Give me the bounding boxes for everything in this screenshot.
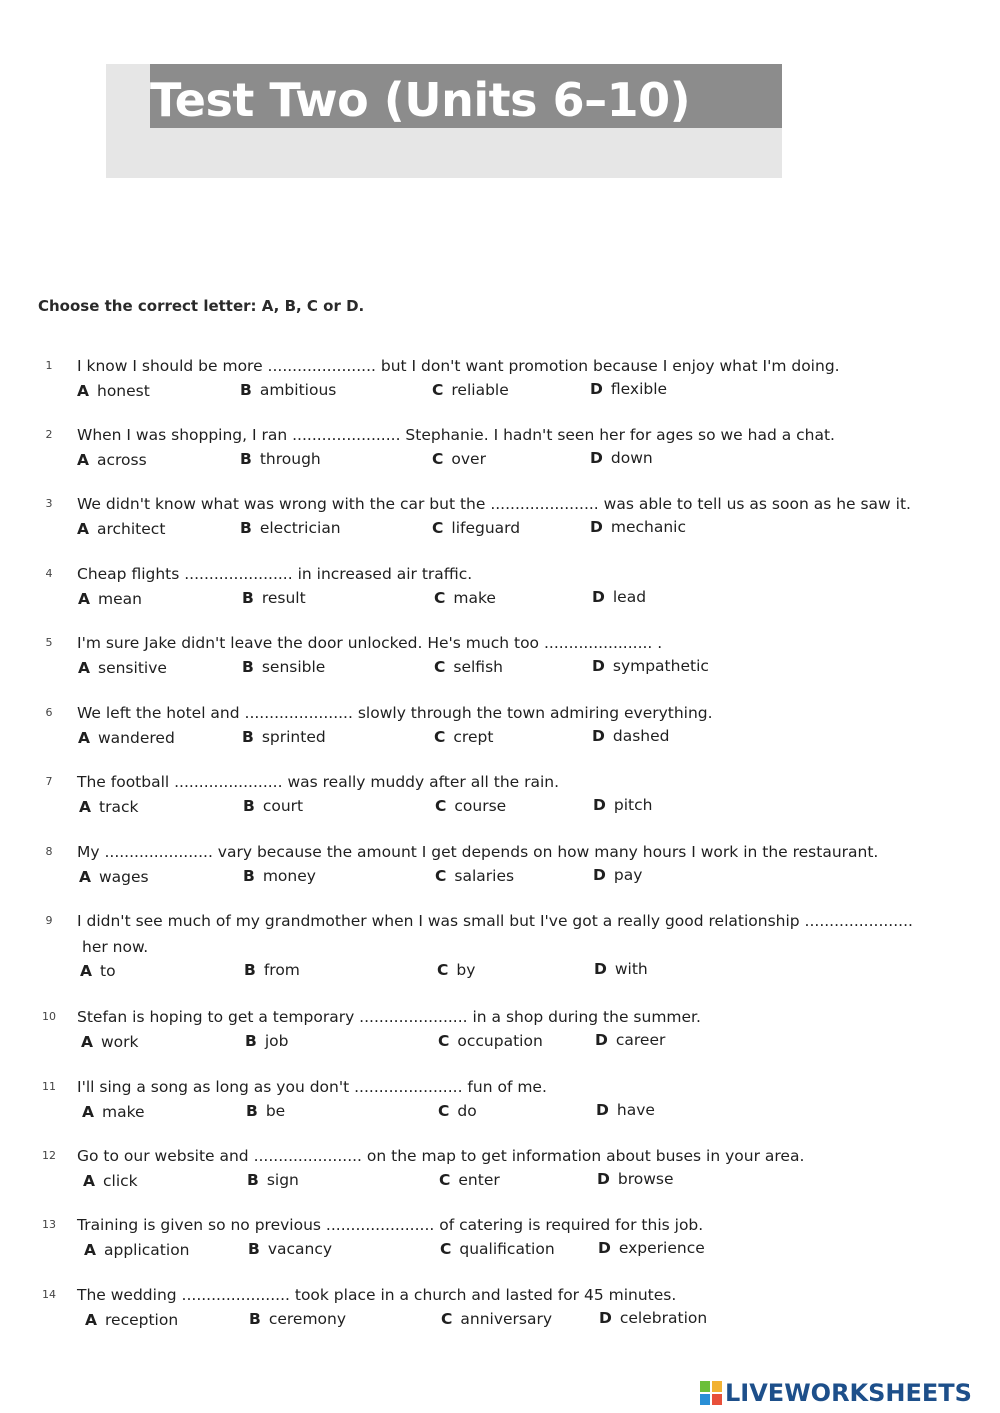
option-letter: B: [249, 1310, 261, 1329]
option-b: [249, 1308, 346, 1331]
option-text: salaries: [454, 866, 515, 885]
option-text: occupation: [457, 1031, 543, 1050]
option-letter: C: [439, 1170, 451, 1189]
option-text: selfish: [453, 657, 503, 676]
option-letter: A: [77, 520, 89, 538]
option-text: course: [454, 796, 507, 815]
option-b: [242, 587, 306, 610]
option-letter: A: [79, 798, 91, 816]
option-text: sensitive: [98, 659, 167, 677]
option-text: through: [259, 450, 321, 469]
question-number: 2: [45, 428, 53, 441]
option-c: [438, 1100, 477, 1123]
question-stem: The wedding ...................... took place in a church and lasted for 45 minutes.: [77, 1286, 677, 1304]
option-b: [247, 1169, 299, 1192]
option-b: [248, 1238, 332, 1261]
question-number: 10: [42, 1010, 56, 1023]
option-a: [77, 380, 150, 403]
option-text: to: [100, 962, 116, 980]
option-text: flexible: [610, 380, 668, 399]
option-c: [439, 1169, 500, 1192]
question-number: 1: [45, 359, 53, 372]
question-number: 3: [45, 497, 53, 510]
option-letter: C: [434, 588, 446, 607]
option-text: sensible: [261, 658, 326, 677]
option-text: electrician: [259, 519, 341, 538]
option-letter: D: [595, 1031, 608, 1050]
option-letter: A: [82, 1103, 94, 1121]
option-letter: C: [434, 727, 446, 746]
option-a: [79, 796, 138, 819]
question-number: 12: [42, 1149, 56, 1162]
option-d: [592, 655, 709, 678]
option-letter: C: [434, 657, 446, 676]
option-c: [434, 656, 503, 679]
option-text: reception: [105, 1311, 179, 1329]
option-text: be: [265, 1102, 286, 1121]
option-letter: B: [247, 1171, 259, 1190]
option-letter: B: [245, 1032, 257, 1051]
option-b: [245, 1030, 288, 1053]
page-title: Test Two (Units 6–10): [150, 73, 691, 127]
option-text: wandered: [98, 729, 175, 747]
option-b: [240, 448, 321, 471]
option-letter: A: [77, 382, 89, 400]
option-a: [79, 866, 149, 889]
option-text: celebration: [619, 1309, 708, 1328]
option-d: [599, 1307, 707, 1330]
question-number: 13: [42, 1218, 56, 1231]
option-text: court: [262, 797, 304, 816]
option-letter: D: [598, 1239, 611, 1258]
option-d: [592, 586, 646, 609]
option-b: [240, 379, 336, 402]
title-banner: [106, 64, 782, 178]
question-number: 9: [45, 914, 53, 927]
option-text: pay: [613, 866, 643, 885]
option-text: architect: [97, 520, 166, 538]
option-c: [432, 448, 486, 471]
option-text: sprinted: [261, 728, 326, 747]
option-d: [590, 447, 653, 470]
question-stem: The football ...................... was really muddy after all the rain.: [77, 773, 560, 791]
option-letter: D: [592, 727, 605, 746]
option-d: [598, 1237, 705, 1260]
option-letter: D: [594, 960, 607, 979]
option-text: crept: [453, 727, 494, 746]
option-letter: B: [243, 797, 255, 816]
option-letter: B: [240, 450, 252, 469]
option-text: vacancy: [267, 1240, 333, 1259]
question-stem: We didn't know what was wrong with the car but the ...................... was able to tell us as soon as he saw it.: [77, 495, 911, 513]
option-letter: A: [78, 729, 90, 747]
option-text: mean: [98, 590, 142, 608]
option-d: [593, 794, 652, 817]
option-letter: A: [85, 1311, 97, 1329]
option-text: by: [456, 960, 476, 979]
question-stem: My ...................... vary because the amount I get depends on how many hours I work in the restaurant.: [77, 843, 879, 861]
question-stem: Cheap flights ...................... in increased air traffic.: [77, 565, 473, 583]
option-a: [84, 1239, 190, 1262]
option-letter: A: [83, 1172, 95, 1190]
option-c: [432, 379, 509, 402]
option-text: lead: [612, 588, 647, 607]
option-c: [435, 865, 514, 888]
question-number: 5: [45, 636, 53, 649]
option-d: [590, 378, 667, 401]
question-stem: I know I should be more ...................... but I don't want promotion because I enjoy what I'm doing.: [77, 357, 840, 375]
option-text: over: [451, 449, 486, 468]
option-letter: B: [242, 658, 254, 677]
question-stem-continued: her now.: [82, 938, 149, 956]
option-letter: C: [432, 380, 444, 399]
option-text: click: [103, 1172, 138, 1190]
option-letter: B: [240, 519, 252, 538]
option-a: [78, 588, 142, 611]
option-text: ceremony: [268, 1310, 347, 1329]
option-letter: B: [240, 381, 252, 400]
option-d: [597, 1168, 674, 1191]
question-stem: I'll sing a song as long as you don't ...................... fun of me.: [77, 1078, 547, 1096]
option-text: make: [102, 1103, 145, 1121]
option-text: make: [453, 588, 496, 607]
option-text: do: [457, 1101, 477, 1120]
option-d: [594, 958, 648, 981]
option-text: enter: [458, 1170, 500, 1189]
option-letter: C: [435, 796, 447, 815]
question-stem: When I was shopping, I ran ...................... Stephanie. I hadn't seen her for ages so we had a chat.: [77, 426, 835, 444]
option-letter: A: [79, 868, 91, 886]
option-text: money: [262, 867, 316, 886]
question-stem: Go to our website and ...................... on the map to get information about buses in your area.: [77, 1147, 805, 1165]
option-text: wages: [99, 868, 149, 886]
option-b: [246, 1100, 285, 1123]
question-stem: We left the hotel and ...................... slowly through the town admiring everything.: [77, 704, 713, 722]
option-c: [434, 587, 496, 610]
option-letter: C: [437, 960, 449, 979]
option-letter: C: [435, 866, 447, 885]
option-letter: D: [592, 657, 605, 676]
option-text: application: [104, 1241, 190, 1259]
option-text: sympathetic: [612, 657, 709, 676]
watermark-text: LIVEWORKSHEETS: [725, 1379, 972, 1407]
question-number: 11: [42, 1080, 56, 1093]
option-letter: C: [438, 1101, 450, 1120]
question-number: 8: [45, 845, 53, 858]
option-text: result: [261, 589, 306, 608]
option-c: [440, 1238, 555, 1261]
option-letter: D: [596, 1101, 609, 1120]
option-letter: D: [593, 866, 606, 885]
option-letter: B: [243, 867, 255, 886]
option-c: [434, 726, 493, 749]
option-a: [81, 1031, 139, 1054]
option-text: sign: [266, 1171, 299, 1190]
option-a: [82, 1101, 145, 1124]
option-d: [593, 864, 642, 887]
option-text: browse: [617, 1170, 674, 1189]
option-letter: B: [246, 1102, 258, 1121]
option-text: qualification: [459, 1239, 555, 1258]
option-letter: A: [84, 1241, 96, 1259]
option-letter: D: [599, 1309, 612, 1328]
option-letter: D: [593, 796, 606, 815]
option-c: [435, 795, 506, 818]
option-c: [432, 517, 520, 540]
liveworksheets-logo: [700, 1376, 972, 1410]
question-number: 4: [45, 567, 53, 580]
question-stem: Stefan is hoping to get a temporary ...................... in a shop during the summer.: [77, 1008, 701, 1026]
option-text: dashed: [612, 727, 670, 746]
option-letter: D: [590, 380, 603, 399]
option-letter: C: [440, 1239, 452, 1258]
option-a: [85, 1309, 178, 1332]
option-text: have: [616, 1101, 655, 1120]
option-text: with: [614, 960, 648, 979]
option-letter: B: [242, 589, 254, 608]
question-number: 6: [45, 706, 53, 719]
option-text: reliable: [451, 380, 509, 399]
option-text: across: [97, 451, 147, 469]
option-text: down: [610, 449, 653, 468]
option-letter: C: [441, 1309, 453, 1328]
option-b: [243, 795, 303, 818]
option-text: pitch: [613, 796, 653, 815]
option-letter: A: [78, 659, 90, 677]
question-number: 7: [45, 775, 53, 788]
option-a: [78, 657, 167, 680]
option-c: [437, 959, 475, 982]
option-b: [242, 656, 325, 679]
option-letter: C: [438, 1031, 450, 1050]
option-letter: D: [590, 518, 603, 537]
option-letter: D: [592, 588, 605, 607]
option-text: mechanic: [610, 518, 687, 537]
option-text: ambitious: [259, 381, 337, 400]
option-text: career: [615, 1031, 666, 1050]
option-letter: B: [244, 961, 256, 980]
instruction-text: Choose the correct letter: A, B, C or D.: [38, 297, 365, 315]
option-text: job: [264, 1032, 289, 1051]
option-a: [83, 1170, 138, 1193]
option-d: [596, 1099, 655, 1122]
option-b: [243, 865, 316, 888]
option-a: [77, 518, 165, 541]
option-letter: A: [78, 590, 90, 608]
option-letter: C: [432, 518, 444, 537]
option-a: [80, 960, 116, 983]
option-text: honest: [97, 382, 150, 400]
question-stem: I didn't see much of my grandmother when I was small but I've got a really good relationship ......................: [77, 912, 913, 930]
option-b: [242, 726, 326, 749]
option-c: [438, 1030, 543, 1053]
option-text: from: [263, 961, 300, 980]
option-b: [244, 959, 300, 982]
option-text: work: [101, 1033, 139, 1051]
option-text: lifeguard: [451, 518, 521, 537]
option-letter: D: [597, 1170, 610, 1189]
option-d: [590, 516, 686, 539]
question-stem: Training is given so no previous ...................... of catering is required for this job.: [77, 1216, 704, 1234]
option-b: [240, 517, 341, 540]
option-a: [77, 449, 147, 472]
option-text: experience: [618, 1239, 705, 1258]
option-d: [592, 725, 670, 748]
option-letter: C: [432, 449, 444, 468]
option-letter: A: [81, 1033, 93, 1051]
question-stem: I'm sure Jake didn't leave the door unlocked. He's much too ...................... .: [77, 634, 663, 652]
option-a: [78, 727, 175, 750]
option-letter: A: [80, 962, 92, 980]
option-letter: B: [248, 1240, 260, 1259]
option-text: anniversary: [460, 1309, 553, 1328]
liveworksheets-logo-icon: [700, 1381, 722, 1405]
option-text: track: [99, 798, 139, 816]
option-letter: A: [77, 451, 89, 469]
question-number: 14: [42, 1288, 56, 1301]
option-d: [595, 1029, 665, 1052]
option-c: [441, 1308, 552, 1331]
option-letter: B: [242, 728, 254, 747]
option-letter: D: [590, 449, 603, 468]
